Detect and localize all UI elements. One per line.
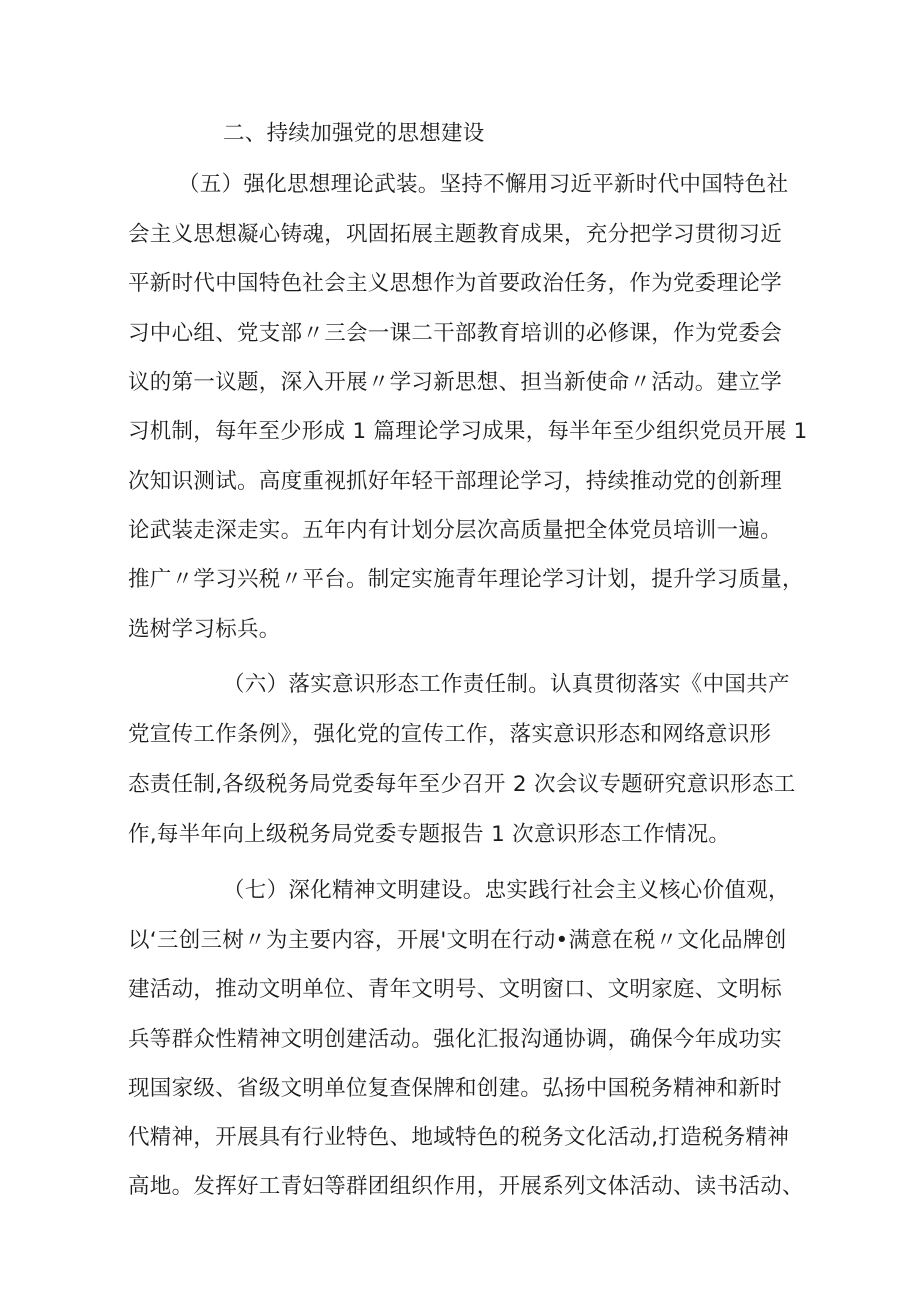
section-heading: 二、持续加强党的思想建设 bbox=[223, 121, 485, 146]
paragraph-5-line-4: 习中心组、党支部〃三会一课二干部教育培训的必修课，作为党委会 bbox=[128, 321, 783, 346]
paragraph-5-line-9: 推广〃学习兴税〃平台。制定实施青年理论学习计划，提升学习质量， bbox=[128, 567, 804, 592]
paragraph-7-line-4: 兵等群众性精神文明创建活动。强化汇报沟通协调，确保今年成功实 bbox=[128, 1027, 783, 1052]
paragraph-6-line-2: 党宣传工作条例》，强化党的宣传工作，落实意识形态和网络意识形 bbox=[128, 722, 772, 747]
paragraph-5-line-3: 平新时代中国特色社会主义思想作为首要政治任务，作为党委理论学 bbox=[128, 271, 783, 296]
paragraph-5-line-1: （五）强化思想理论武装。坚持不懈用习近平新时代中国特色社 bbox=[178, 172, 789, 197]
paragraph-5-line-5: 议的第一议题，深入开展〃学习新思想、担当新使命〃活动。建立学 bbox=[128, 370, 783, 395]
paragraph-7-line-7: 高地。发挥好工青妇等群团组织作用，开展系列文体活动、读书活动、 bbox=[128, 1174, 804, 1199]
paragraph-6-line-4: 作,每半年向上级税务局党委专题报告 1 次意识形态工作情况。 bbox=[128, 822, 731, 847]
paragraph-5-line-7: 次知识测试。高度重视抓好年轻干部理论学习，持续推动党的创新理 bbox=[128, 469, 783, 494]
paragraph-5-line-2: 会主义思想凝心铸魂，巩固拓展主题教育成果，充分把学习贯彻习近 bbox=[128, 222, 783, 247]
paragraph-7-line-6: 代精神，开展具有行业特色、地域特色的税务文化活动,打造税务精神 bbox=[128, 1125, 790, 1150]
paragraph-6-line-3: 态责任制,各级税务局党委每年至少召开 2 次会议专题研究意识形态工 bbox=[128, 772, 796, 797]
paragraph-5-line-6: 习机制，每年至少形成 1 篇理论学习成果，每半年至少组织党员开展 1 bbox=[128, 419, 808, 444]
paragraph-5-line-10: 选树学习标兵。 bbox=[128, 617, 281, 642]
paragraph-6-line-1: （六）落实意识形态工作责任制。认真贯彻落实《中国共产 bbox=[223, 672, 790, 697]
paragraph-7-line-3: 建活动，推动文明单位、青年文明号、文明窗口、文明家庭、文明标 bbox=[128, 977, 783, 1002]
paragraph-7-line-5: 现国家级、省级文明单位复查保牌和创建。弘扬中国税务精神和新时 bbox=[128, 1076, 783, 1101]
paragraph-7-line-2: 以‘三创三树〃为主要内容，开展'文明在行动•满意在税〃文化品牌创 bbox=[128, 928, 787, 953]
paragraph-5-line-8: 论武装走深走实。五年内有计划分层次高质量把全体党员培训一遍。 bbox=[128, 518, 783, 543]
paragraph-7-line-1: （七）深化精神文明建设。忠实践行社会主义核心价值观， bbox=[223, 878, 790, 903]
